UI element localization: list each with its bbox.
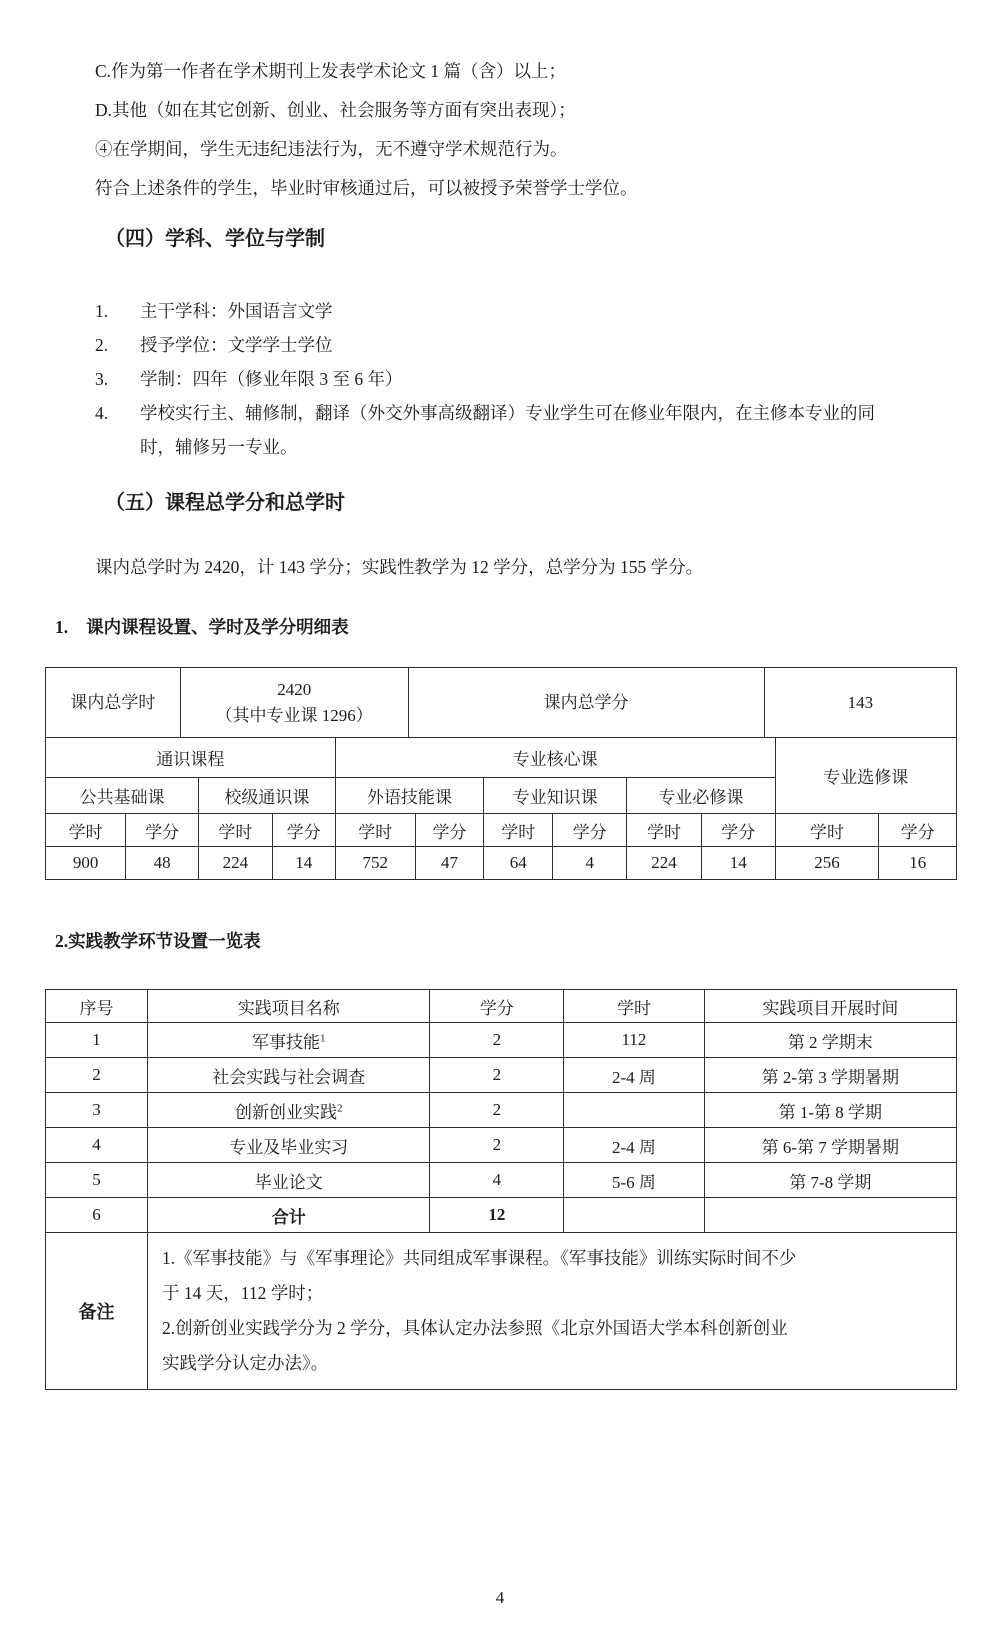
- table2-practice-teaching: [45, 989, 957, 1390]
- table-cell-language-skill: 外语技能课: [335, 778, 483, 814]
- table-cell-elective-courses: 专业选修课: [775, 738, 956, 814]
- cell-no: 6: [46, 1198, 148, 1233]
- table1-credit-hours-summary: [45, 667, 957, 880]
- cell-note-label: 备注: [46, 1233, 148, 1390]
- cell-hours: [564, 1093, 704, 1128]
- cell-credits: 2: [430, 1058, 564, 1093]
- list-item-number: 1.: [95, 301, 109, 321]
- list-item-text: 学校实行主、辅修制，翻译（外交外事高级翻译）专业学生可在修业年限内，在主修本专业的同时，辅修另一专业。: [140, 403, 875, 457]
- cell-credits: 2: [430, 1128, 564, 1163]
- table-cell-hours-label: 学时: [627, 814, 702, 847]
- table-cell-hours-value: 752: [335, 847, 415, 880]
- intro-line-4: ④在学期间，学生无违纪违法行为，无不遵守学术规范行为。: [95, 139, 568, 159]
- table-cell-general-courses: 通识课程: [46, 738, 336, 778]
- cell-hours: 2-4 周: [564, 1128, 704, 1163]
- intro-line-c: C.作为第一作者在学术期刊上发表学术论文 1 篇（含）以上；: [95, 61, 567, 81]
- list-item-text: 主干学科：外国语言文学: [140, 301, 333, 321]
- note-line: 于 14 天，112 学时；: [162, 1283, 324, 1303]
- table-row: [46, 1093, 957, 1128]
- table-cell-credits-value: 16: [879, 847, 957, 880]
- section4-list: [95, 294, 957, 464]
- table-cell-hours-label: 学时: [46, 814, 126, 847]
- cell-credits: 2: [430, 1023, 564, 1058]
- cell-credits: 2: [430, 1093, 564, 1128]
- table2-heading-text: 实践教学环节设置一览表: [68, 931, 261, 951]
- table1-heading-number: 1.: [55, 617, 69, 637]
- table2-header-credits: 学分: [430, 990, 564, 1023]
- table-cell-total-hours-value: [180, 668, 408, 738]
- list-item: [95, 294, 957, 328]
- table2: [45, 989, 957, 1390]
- table1-heading: [55, 614, 957, 639]
- cell-schedule: 第 2 学期末: [704, 1023, 956, 1058]
- table-cell-hours-value: 900: [46, 847, 126, 880]
- table1-detail-grid: [45, 737, 957, 880]
- cell-no: 3: [46, 1093, 148, 1128]
- cell-credits: 4: [430, 1163, 564, 1198]
- cell-schedule: 第 7-8 学期: [704, 1163, 956, 1198]
- table-cell-school-general: 校级通识课: [199, 778, 336, 814]
- table-cell-major-required: 专业必修课: [627, 778, 775, 814]
- section5-paragraph: 课内总学时为 2420，计 143 学分；实践性教学为 12 学分，总学分为 155 学分。: [95, 557, 704, 577]
- cell-project-name: [148, 1128, 430, 1163]
- table2-header-hours: 学时: [564, 990, 704, 1023]
- table-cell-core-courses: 专业核心课: [335, 738, 775, 778]
- table1-heading-text: 课内课程设置、学时及学分明细表: [86, 617, 349, 637]
- list-item-number: 3.: [95, 369, 109, 389]
- list-item: [95, 328, 957, 362]
- list-item-text: 授予学位：文学学士学位: [140, 335, 333, 355]
- table1-top-row: [45, 667, 957, 738]
- table-cell-hours-label: 学时: [199, 814, 273, 847]
- cell-project-name: [148, 1163, 430, 1198]
- note-line: 2.创新创业实践学分为 2 学分，具体认定办法参照《北京外国语大学本科创新创业: [162, 1318, 788, 1338]
- table-cell-hours-label: 学时: [775, 814, 879, 847]
- cell-hours: 112: [564, 1023, 704, 1058]
- table-cell-total-hours-label: 课内总学时: [46, 668, 181, 738]
- project-name-text: 创新创业实践: [234, 1102, 337, 1122]
- cell-schedule: 第 1-第 8 学期: [704, 1093, 956, 1128]
- note-line: 1.《军事技能》与《军事理论》共同组成军事课程。《军事技能》训练实际时间不少: [162, 1248, 797, 1268]
- table-cell-credits-label: 学分: [272, 814, 335, 847]
- cell-no: 2: [46, 1058, 148, 1093]
- total-hours-number: 2420: [277, 679, 312, 699]
- cell-schedule: [704, 1198, 956, 1233]
- table2-header-schedule: 实践项目开展时间: [704, 990, 956, 1023]
- table2-header-project-name: 实践项目名称: [148, 990, 430, 1023]
- cell-no: 4: [46, 1128, 148, 1163]
- project-name-text: 专业及毕业实习: [229, 1137, 349, 1157]
- project-name-text: 军事技能: [251, 1032, 320, 1052]
- list-item-number: 4.: [95, 403, 109, 423]
- page-number: 4: [495, 1588, 505, 1607]
- list-item: [95, 362, 957, 396]
- cell-no: 5: [46, 1163, 148, 1198]
- intro-paragraph: [95, 52, 957, 208]
- table2-header-no: 序号: [46, 990, 148, 1023]
- table-cell-credits-value: 14: [701, 847, 775, 880]
- list-item-text: 学制：四年（修业年限 3 至 6 年）: [140, 369, 403, 389]
- cell-hours: 5-6 周: [564, 1163, 704, 1198]
- table-cell-major-knowledge: 专业知识课: [484, 778, 627, 814]
- table-cell-hours-value: 224: [199, 847, 273, 880]
- table2-heading-number: 2.: [55, 931, 69, 951]
- cell-project-name: [148, 1058, 430, 1093]
- intro-line-conclusion: 符合上述条件的学生，毕业时审核通过后，可以被授予荣誉学士学位。: [95, 178, 638, 198]
- table-cell-hours-value: 64: [484, 847, 553, 880]
- table-row: [46, 1128, 957, 1163]
- table-cell-hours-label: 学时: [484, 814, 553, 847]
- intro-line-d: D.其他（如在其它创新、创业、社会服务等方面有突出表现）；: [95, 100, 576, 120]
- cell-total-credits: 12: [430, 1198, 564, 1233]
- table-cell-credits-value: 14: [272, 847, 335, 880]
- table-cell-hours-value: 256: [775, 847, 879, 880]
- footnote-marker: 1: [319, 1031, 326, 1044]
- total-hours-detail: （其中专业课 1296）: [215, 705, 373, 725]
- table2-heading: [55, 928, 957, 953]
- project-name-text: 社会实践与社会调查: [212, 1067, 366, 1087]
- table-cell-total-credits-label: 课内总学分: [408, 668, 764, 738]
- table-cell-hours-label: 学时: [335, 814, 415, 847]
- section5-heading: （五）课程总学分和总学时: [105, 492, 345, 514]
- table-cell-hours-value: 224: [627, 847, 702, 880]
- table-row-notes: [46, 1233, 957, 1390]
- table-cell-credits-label: 学分: [553, 814, 627, 847]
- cell-hours: 2-4 周: [564, 1058, 704, 1093]
- table-cell-total-credits-value: 143: [764, 668, 956, 738]
- cell-hours: [564, 1198, 704, 1233]
- list-item: [95, 396, 957, 464]
- footnote-marker: 2: [336, 1101, 343, 1114]
- cell-project-name: [148, 1093, 430, 1128]
- note-line: 实践学分认定办法》。: [162, 1353, 329, 1373]
- cell-project-name: [148, 1023, 430, 1058]
- table-row: [46, 1058, 957, 1093]
- table-cell-credits-value: 47: [415, 847, 483, 880]
- cell-total-label: 合计: [148, 1198, 430, 1233]
- table-cell-credits-label: 学分: [126, 814, 199, 847]
- table-cell-public-basic: 公共基础课: [46, 778, 199, 814]
- table-row: [46, 1163, 957, 1198]
- table-cell-credits-value: 48: [126, 847, 199, 880]
- table-row: [46, 1023, 957, 1058]
- list-item-number: 2.: [95, 335, 109, 355]
- cell-no: 1: [46, 1023, 148, 1058]
- cell-schedule: 第 6-第 7 学期暑期: [704, 1128, 956, 1163]
- table-cell-credits-value: 4: [553, 847, 627, 880]
- table-cell-credits-label: 学分: [701, 814, 775, 847]
- table-row-total: [46, 1198, 957, 1233]
- cell-schedule: 第 2-第 3 学期暑期: [704, 1058, 956, 1093]
- project-name-text: 毕业论文: [254, 1172, 323, 1192]
- table-cell-credits-label: 学分: [879, 814, 957, 847]
- section4-heading: （四）学科、学位与学制: [105, 228, 325, 250]
- table-cell-credits-label: 学分: [415, 814, 483, 847]
- cell-note-content: [148, 1233, 957, 1390]
